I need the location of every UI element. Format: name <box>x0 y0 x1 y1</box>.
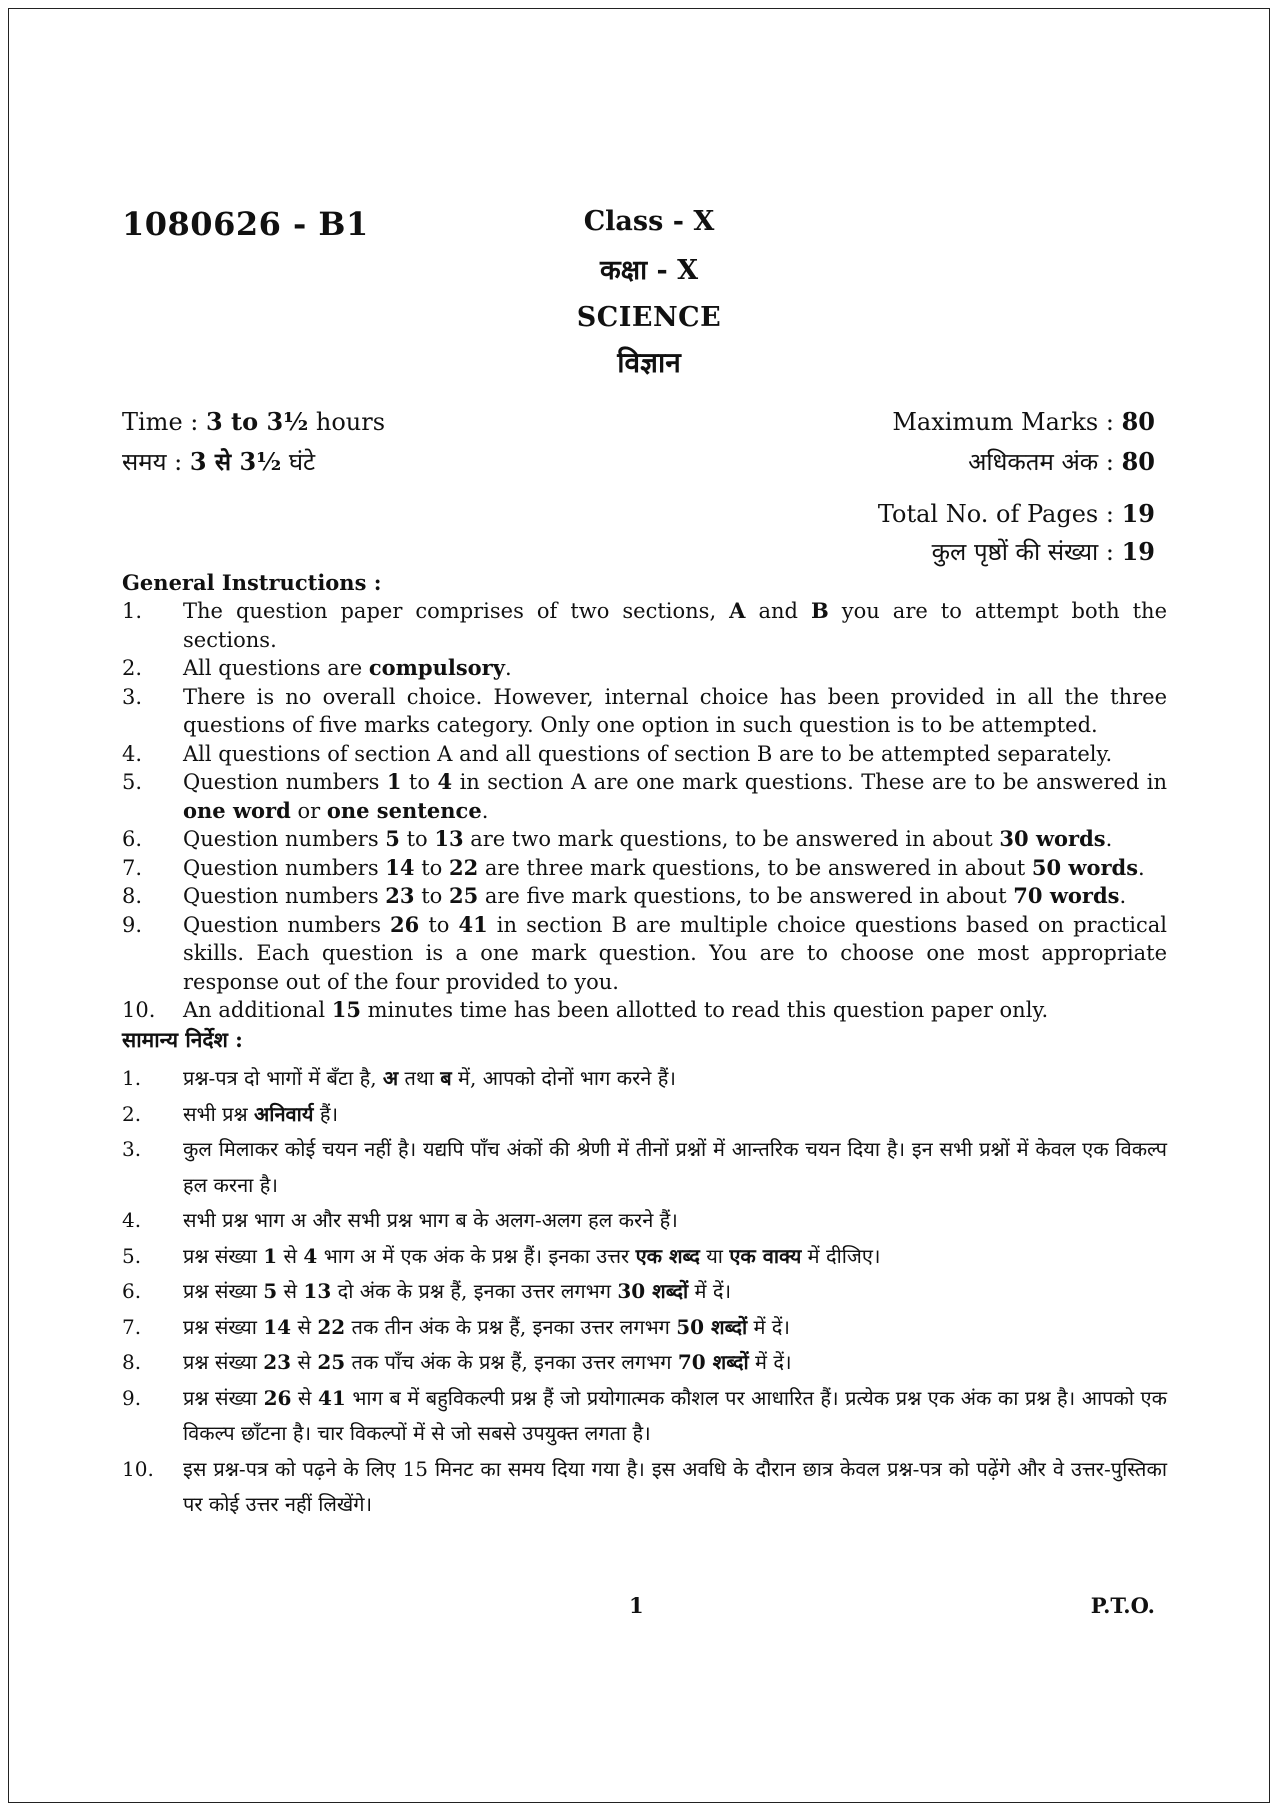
instruction-hi-item <box>122 1274 1167 1310</box>
item-text-run: में दें। <box>747 1314 790 1339</box>
item-text-run: in section B are multiple choice questions based on practical skills. Each question is a one mark question. You are to choose one most appropriate response out of the four provided to you. <box>183 912 1167 994</box>
instruction-hi-item <box>122 1203 1167 1239</box>
time-label-en: Time : <box>122 408 199 436</box>
instruction-en-item-number: 5. <box>122 770 143 794</box>
instruction-hi-item-number: 7. <box>122 1314 142 1339</box>
item-text-run: There is no overall choice. However, internal choice has been provided in all the three questions of five marks category. Only one option in such question is to be attempted. <box>183 684 1167 737</box>
instruction-en-item-number: 3. <box>122 684 143 709</box>
emphasis-text: 41 <box>317 1385 346 1410</box>
instruction-hi-item <box>122 1239 1167 1275</box>
item-text-run: . <box>481 798 489 823</box>
item-text-run: में दें। <box>748 1350 792 1374</box>
emphasis-text: 5 <box>385 826 400 851</box>
instruction-hi-item-text <box>183 1061 1167 1097</box>
item-text-run: Question numbers <box>183 770 387 794</box>
item-text-run: Question numbers <box>183 912 391 937</box>
max-marks-hi <box>968 445 1155 478</box>
instruction-en-item-number: 7. <box>122 855 143 880</box>
item-text-run: you are to attempt both the sections. <box>183 599 1167 652</box>
instruction-en-item-text <box>183 825 1167 854</box>
item-text-run: भाग अ में एक अंक के प्रश्न हैं। इनका उत्तर <box>317 1243 636 1268</box>
instruction-hi-item-text <box>183 1345 1167 1381</box>
instruction-hi-item-text <box>183 1132 1167 1203</box>
emphasis-text: one word <box>183 797 291 823</box>
item-text-run: कुल मिलाकर कोई चयन नहीं है। यद्यपि पाँच अंकों की श्रेणी में तीनों प्रश्नों में आन्तरिक चयन दिया है। इन सभी प्रश्नों में केवल एक विकल्प हल करना है। <box>183 1137 1167 1197</box>
item-text-run: प्रश्न संख्या <box>183 1279 264 1303</box>
emphasis-text: ब <box>440 1066 452 1090</box>
item-text-run: तक पाँच अंक के प्रश्न हैं, इनका उत्तर लगभग <box>345 1350 678 1374</box>
max-marks-label-en: Maximum Marks : <box>892 408 1114 436</box>
item-text-run: or <box>290 798 327 823</box>
item-text-run: are two mark questions, to be answered in about <box>463 827 1000 851</box>
instruction-hi-item-number: 9. <box>122 1385 142 1410</box>
emphasis-text: 14 <box>385 854 415 880</box>
item-text-run: भाग ब में बहुविकल्पी प्रश्न हैं जो प्रयोगात्मक कौशल पर आधारित हैं। प्रत्येक प्रश्न एक अंक का प्रश्न है। आपको एक विकल्प छाँटना है। चार विकल्पों में से जो सबसे उपयुक्त लगता है। <box>183 1385 1167 1445</box>
emphasis-text: 50 शब्दों <box>676 1314 748 1339</box>
item-text-run: सभी प्रश्न भाग अ और सभी प्रश्न भाग ब के अलग-अलग हल करने हैं। <box>183 1208 678 1232</box>
emphasis-text: 4 <box>437 769 453 794</box>
pages-value: 19 <box>1121 499 1155 528</box>
pages-value-hi: 19 <box>1121 537 1155 566</box>
instruction-hi-item <box>122 1345 1167 1381</box>
emphasis-text: 50 words <box>1031 854 1139 880</box>
exam-page <box>8 8 1270 1803</box>
item-text-run: All questions of section A and all questions of section B are to be attempted separately. <box>183 741 1113 766</box>
instruction-hi-item-number: 3. <box>122 1137 142 1161</box>
emphasis-text: 13 <box>434 826 464 851</box>
class-title-en: Class - X <box>583 206 715 237</box>
general-instructions-list <box>122 597 1167 1025</box>
instruction-en-item <box>122 654 1167 683</box>
instruction-hi-item-number: 1. <box>122 1066 142 1090</box>
time-unit-en: hours <box>315 408 386 436</box>
instruction-en-item-text <box>183 854 1167 883</box>
emphasis-text: 25 <box>317 1350 346 1374</box>
item-text-run: हैं। <box>313 1101 339 1126</box>
emphasis-text: 23 <box>385 883 415 908</box>
emphasis-text: 30 words <box>999 826 1106 851</box>
instruction-en-item-text <box>183 768 1167 825</box>
item-text-run: दो अंक के प्रश्न हैं, इनका उत्तर लगभग <box>331 1279 618 1303</box>
item-text-run: से <box>277 1243 304 1268</box>
instruction-en-item-text <box>183 597 1167 654</box>
emphasis-text: 26 <box>263 1385 292 1410</box>
instruction-hi-item <box>122 1310 1167 1346</box>
emphasis-text: 4 <box>303 1243 318 1268</box>
item-text-run: to <box>419 912 459 937</box>
instruction-en-item-text <box>183 654 1167 683</box>
item-text-run: to <box>401 770 438 794</box>
emphasis-text: 30 शब्दों <box>617 1279 689 1303</box>
time-label-hi: समय : <box>122 448 183 476</box>
emphasis-text: 22 <box>317 1314 346 1339</box>
emphasis-text: 13 <box>303 1279 332 1303</box>
instruction-hi-item-text <box>183 1203 1167 1239</box>
item-text-run: या <box>699 1243 730 1268</box>
instruction-hi-item-number: 6. <box>122 1279 142 1303</box>
item-text-run: प्रश्न संख्या <box>183 1350 264 1374</box>
instruction-en-item-number: 9. <box>122 912 143 937</box>
item-text-run: minutes time has been allotted to read this question paper only. <box>360 998 1049 1022</box>
item-text-run: सभी प्रश्न <box>183 1101 254 1126</box>
emphasis-text: 70 words <box>1013 883 1120 908</box>
instruction-en-item-text <box>183 683 1167 740</box>
instruction-hi-item-number: 5. <box>122 1243 142 1268</box>
pages-label-en: Total No. of Pages : <box>877 500 1114 528</box>
item-text-run: All questions are <box>183 656 369 680</box>
instruction-en-item-text <box>183 911 1167 997</box>
instruction-hi-item-text <box>183 1381 1167 1452</box>
item-text-run: में दें। <box>688 1279 732 1303</box>
instruction-hi-item <box>122 1381 1167 1452</box>
item-text-run: An additional <box>183 998 332 1022</box>
instruction-en-item <box>122 996 1167 1025</box>
item-text-run: इस प्रश्न-पत्र को पढ़ने के लिए 15 मिनट का समय दिया गया है। इस अवधि के दौरान छात्र केवल प्रश्न-पत्र को पढ़ेंगे और वे उत्तर-पुस्तिका पर कोई उत्तर नहीं लिखेंगे। <box>183 1456 1167 1516</box>
class-title-hi: कक्षा - X <box>599 255 699 286</box>
emphasis-text: B <box>810 598 829 623</box>
emphasis-text: 1 <box>263 1243 278 1268</box>
item-text-run: . <box>1138 855 1145 880</box>
max-marks-label-hi: अधिकतम अंक : <box>968 448 1114 476</box>
emphasis-text: अनिवार्य <box>254 1101 314 1126</box>
emphasis-text: one sentence <box>326 797 482 823</box>
max-marks-value: 80 <box>1121 407 1155 436</box>
instruction-en-item <box>122 825 1167 854</box>
item-text-run: Question numbers <box>183 827 386 851</box>
instruction-en-item <box>122 911 1167 997</box>
emphasis-text: compulsory <box>368 655 505 680</box>
subject-title-en: SCIENCE <box>576 302 722 333</box>
instruction-hi-item-text <box>183 1097 1167 1133</box>
instruction-en-item-number: 8. <box>122 884 143 908</box>
page-number: 1 <box>629 1593 644 1618</box>
emphasis-text: 26 <box>390 911 420 937</box>
instruction-hi-item-text <box>183 1239 1167 1275</box>
emphasis-text: 70 शब्दों <box>677 1350 749 1374</box>
item-text-run: में दीजिए। <box>801 1243 881 1268</box>
item-text-run: to <box>414 855 449 880</box>
instruction-en-item <box>122 768 1167 825</box>
item-text-run: से <box>291 1350 318 1374</box>
general-instructions-heading: General Instructions : <box>122 570 382 595</box>
hindi-instructions-list <box>122 1061 1167 1523</box>
emphasis-text: A <box>729 598 746 623</box>
instruction-hi-item-number: 2. <box>122 1101 142 1126</box>
emphasis-text: एक शब्द <box>635 1243 700 1268</box>
instruction-en-item-text <box>183 996 1167 1025</box>
item-text-run: प्रश्न संख्या <box>183 1314 264 1339</box>
item-text-run: The question paper comprises of two sections, <box>183 599 730 623</box>
item-text-run: तक तीन अंक के प्रश्न हैं, इनका उत्तर लगभग <box>345 1314 677 1339</box>
instruction-en-item-number: 10. <box>122 998 156 1022</box>
instruction-en-item-text <box>183 740 1167 769</box>
item-text-run: and <box>745 599 811 623</box>
emphasis-text: 23 <box>263 1350 292 1374</box>
instruction-hi-item <box>122 1452 1167 1523</box>
subject-title-hi: विज्ञान <box>617 346 681 379</box>
item-text-run: . <box>1119 884 1127 908</box>
item-text-run: are three mark questions, to be answered in about <box>478 855 1032 880</box>
item-text-run: to <box>414 884 449 908</box>
item-text-run: से <box>277 1279 304 1303</box>
instruction-hi-item <box>122 1097 1167 1133</box>
hindi-instructions-heading: सामान्य निर्देश : <box>122 1027 243 1052</box>
emphasis-text: 1 <box>386 769 402 794</box>
instruction-en-item-number: 4. <box>122 741 143 766</box>
instruction-en-item <box>122 882 1167 911</box>
emphasis-text: 41 <box>458 911 488 937</box>
pages-label-hi: कुल पृष्ठों की संख्या : <box>931 538 1114 566</box>
item-text-run: तथा <box>398 1066 441 1090</box>
item-text-run: in section A are one mark questions. These are to be answered in <box>452 770 1167 794</box>
item-text-run: Question numbers <box>183 884 386 908</box>
emphasis-text: 25 <box>448 883 479 908</box>
item-text-run: Question numbers <box>183 855 386 880</box>
item-text-run: प्रश्न संख्या <box>183 1385 264 1410</box>
pto-label: P.T.O. <box>1090 1593 1155 1618</box>
instruction-hi-item-text <box>183 1452 1167 1523</box>
time-unit-hi: घंटे <box>288 448 316 476</box>
instruction-hi-item-number: 8. <box>122 1350 142 1374</box>
max-marks-value-hi: 80 <box>1121 447 1155 476</box>
time-en <box>122 407 385 436</box>
instruction-hi-item-number: 4. <box>122 1208 142 1232</box>
instruction-hi-item-number: 10. <box>122 1456 154 1481</box>
instruction-en-item <box>122 740 1167 769</box>
emphasis-text: अ <box>382 1066 399 1090</box>
item-text-run: . <box>504 656 512 680</box>
time-value-en: 3 to 3½ <box>206 407 309 436</box>
paper-code: 1080626 - B1 <box>122 205 369 243</box>
item-text-run: प्रश्न संख्या <box>183 1243 264 1268</box>
total-pages-hi <box>932 535 1155 568</box>
instruction-en-item-number: 1. <box>122 599 143 623</box>
emphasis-text: एक वाक्य <box>729 1243 802 1268</box>
instruction-hi-item <box>122 1061 1167 1097</box>
total-pages-en <box>878 499 1155 528</box>
instruction-en-item-text <box>183 882 1167 911</box>
item-text-run: are five mark questions, to be answered in about <box>478 884 1014 908</box>
instruction-en-item-number: 2. <box>122 656 143 680</box>
instruction-en-item <box>122 597 1167 654</box>
emphasis-text: 14 <box>263 1314 292 1339</box>
item-text-run: प्रश्न-पत्र दो भागों में बँटा है, <box>183 1066 383 1090</box>
item-text-run: to <box>399 827 435 851</box>
item-text-run: . <box>1105 827 1113 851</box>
instruction-hi-item-text <box>183 1274 1167 1310</box>
item-text-run: से <box>291 1385 318 1410</box>
emphasis-text: 5 <box>263 1279 278 1303</box>
instruction-hi-item <box>122 1132 1167 1203</box>
item-text-run: में, आपको दोनों भाग करने हैं। <box>451 1066 676 1090</box>
emphasis-text: 15 <box>331 997 361 1022</box>
instruction-en-item-number: 6. <box>122 827 143 851</box>
instruction-en-item <box>122 854 1167 883</box>
time-value-hi: 3 से 3½ <box>189 447 282 476</box>
max-marks-en <box>892 407 1155 436</box>
time-hi <box>122 445 315 478</box>
instruction-en-item <box>122 683 1167 740</box>
emphasis-text: 22 <box>448 854 479 880</box>
instruction-hi-item-text <box>183 1310 1167 1346</box>
item-text-run: से <box>291 1314 318 1339</box>
